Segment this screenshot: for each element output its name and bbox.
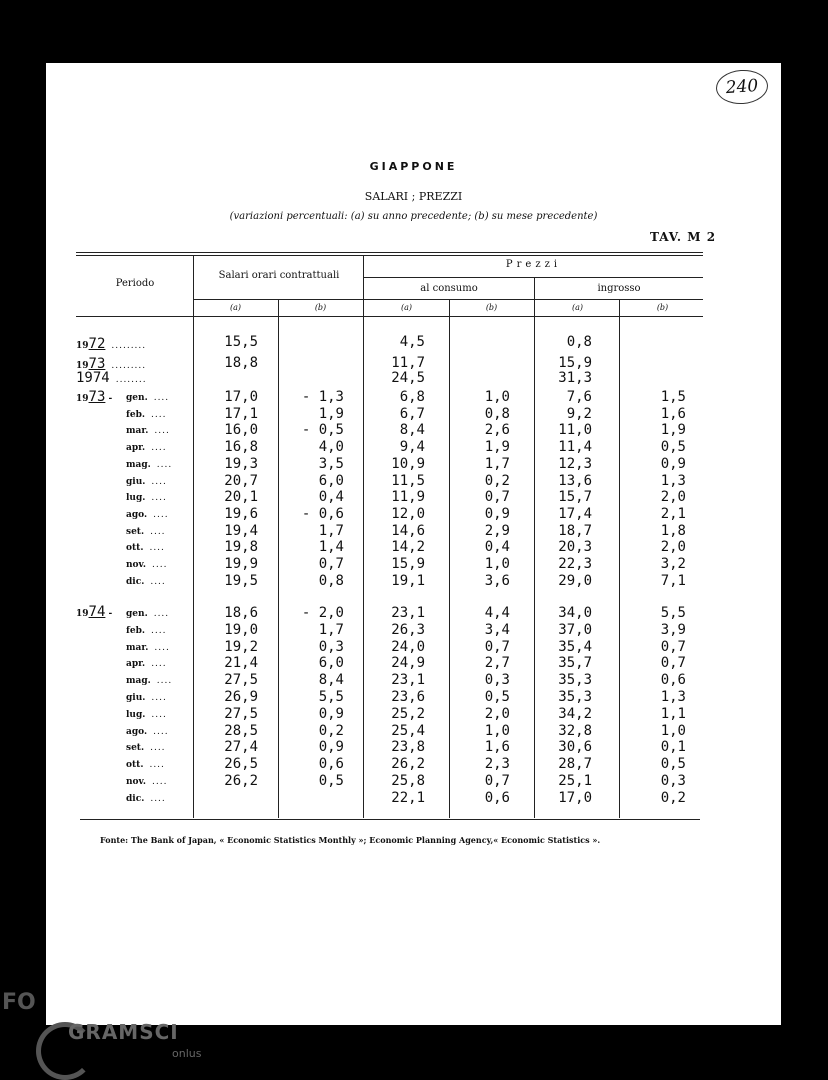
table-cell: 1,0: [484, 722, 510, 739]
row-label-month: dic. ....: [126, 793, 166, 804]
table-cell: 17,4: [558, 505, 592, 522]
table-cell: 35,4: [558, 638, 592, 655]
table-cell: 19,0: [224, 621, 258, 638]
header-salari: Salari orari contrattuali: [218, 270, 340, 281]
table-top-rule: [76, 252, 703, 253]
table-cell: 3,2: [660, 556, 686, 572]
table-cell: 1,9: [484, 439, 510, 456]
table-cell: 21,4: [224, 655, 258, 672]
header-sub-b: (b): [485, 303, 498, 312]
table-cell: 0,9: [318, 739, 344, 756]
table-cell: 22,1: [391, 789, 425, 806]
row-label-month: nov. ....: [126, 560, 168, 570]
block-year-1973: 1973 -: [76, 389, 113, 405]
table-cell: 24,9: [391, 655, 425, 672]
table-cell: - 1,3: [301, 389, 344, 405]
row-label-month: ott. ....: [126, 760, 165, 771]
table-cell: 24,0: [391, 638, 425, 655]
table-cell: 0,4: [484, 539, 510, 556]
table-cell: 3,4: [484, 621, 510, 638]
table-cell: 0,6: [484, 789, 510, 806]
table-cell: 17,1: [224, 405, 258, 422]
row-label-month: set. ....: [126, 526, 166, 537]
source-note: Fonte: The Bank of Japan, « Economic Statistics Monthly »; Economic Planning Agency,« Economic Statistics ».: [100, 835, 601, 845]
table-cell: 15,9: [558, 355, 592, 371]
table-cell: 19,6: [224, 505, 258, 522]
table-cell: 0,2: [484, 472, 510, 489]
header-divider: [193, 299, 703, 300]
table-cell: 3,9: [660, 621, 686, 638]
table-cell: 1,0: [484, 556, 510, 572]
table-cell: 4,5: [399, 334, 425, 350]
table-cell: 22,3: [558, 556, 592, 572]
row-label-annual: 1973 .........: [76, 356, 147, 372]
header-sub-a: (a): [400, 303, 412, 312]
table-cell: 7,1: [660, 572, 686, 589]
header-periodo: Periodo: [115, 278, 155, 289]
table-cell: 6,0: [318, 472, 344, 489]
table-cell: 0,3: [660, 773, 686, 789]
table-cell: 25,8: [391, 773, 425, 789]
table-cell: 20,3: [558, 539, 592, 556]
row-label-month: mag. ....: [126, 676, 173, 687]
table-cell: 0,7: [660, 655, 686, 672]
table-cell: 12,0: [391, 505, 425, 522]
table-cell: 19,4: [224, 522, 258, 539]
table-cell: 26,2: [224, 773, 258, 789]
table-cell: 0,1: [660, 739, 686, 756]
row-label-month: apr. ....: [126, 659, 167, 670]
table-cell: 0,7: [318, 556, 344, 572]
row-label-month: gen. ....: [126, 609, 170, 619]
table-cell: 0,8: [484, 405, 510, 422]
row-label-month: mar. ....: [126, 426, 170, 437]
table-cell: 31,3: [558, 370, 592, 386]
row-label-month: giu. ....: [126, 693, 167, 703]
table-cell: 23,6: [391, 689, 425, 705]
table-cell: 26,2: [391, 756, 425, 773]
table-cell: 1,3: [660, 472, 686, 489]
table-cell: 1,7: [484, 455, 510, 472]
table-cell: 34,2: [558, 705, 592, 722]
table-cell: 1,6: [660, 405, 686, 422]
row-label-month: dic. ....: [126, 576, 166, 587]
table-cell: 0,6: [318, 756, 344, 773]
row-label-month: lug. ....: [126, 709, 167, 720]
table-cell: 0,7: [484, 773, 510, 789]
table-cell: 0,9: [318, 705, 344, 722]
table-cell: 5,5: [660, 605, 686, 621]
table-cell: 29,0: [558, 572, 592, 589]
table-cell: 35,7: [558, 655, 592, 672]
table-cell: 16,8: [224, 439, 258, 456]
row-label-month: feb. ....: [126, 625, 167, 636]
table-cell: 18,8: [224, 355, 258, 371]
header-sub-b: (b): [656, 303, 669, 312]
page-number: 240: [715, 68, 769, 106]
table-cell: 27,4: [224, 739, 258, 756]
table-cell: 1,4: [318, 539, 344, 556]
table-cell: 11,5: [391, 472, 425, 489]
row-label-month: ott. ....: [126, 543, 165, 554]
table-cell: 6,7: [399, 405, 425, 422]
table-cell: 0,3: [484, 672, 510, 689]
document-subtitle: SALARI ; PREZZI: [364, 190, 463, 203]
table-cell: 11,7: [391, 355, 425, 371]
row-label-annual: 1972 .........: [76, 336, 147, 352]
table-cell: 19,3: [224, 455, 258, 472]
table-cell: 1,5: [660, 389, 686, 405]
table-cell: 27,5: [224, 705, 258, 722]
table-cell: 2,0: [484, 705, 510, 722]
table-cell: 2,3: [484, 756, 510, 773]
table-cell: 30,6: [558, 739, 592, 756]
table-cell: 0,5: [318, 773, 344, 789]
table-cell: 2,0: [660, 489, 686, 506]
table-cell: 19,5: [224, 572, 258, 589]
table-cell: 0,5: [660, 439, 686, 456]
table-cell: 32,8: [558, 722, 592, 739]
table-cell: 0,4: [318, 489, 344, 506]
table-cell: 6,0: [318, 655, 344, 672]
row-label-month: gen. ....: [126, 393, 170, 403]
table-cell: 23,8: [391, 739, 425, 756]
table-cell: 28,5: [224, 722, 258, 739]
row-label-month: nov. ....: [126, 777, 168, 787]
table-cell: 1,0: [660, 722, 686, 739]
table-cell: 25,4: [391, 722, 425, 739]
table-cell: 7,6: [566, 389, 592, 405]
table-cell: 2,1: [660, 505, 686, 522]
table-cell: 0,8: [566, 334, 592, 350]
table-cell: 1,8: [660, 522, 686, 539]
table-cell: 28,7: [558, 756, 592, 773]
table-cell: 26,3: [391, 621, 425, 638]
table-cell: 0,7: [484, 638, 510, 655]
table-top-rule: [76, 255, 703, 256]
table-cell: 35,3: [558, 672, 592, 689]
table-cell: 3,5: [318, 455, 344, 472]
table-cell: 20,1: [224, 489, 258, 506]
table-cell: 0,7: [660, 638, 686, 655]
table-cell: 0,9: [660, 455, 686, 472]
row-label-month: feb. ....: [126, 409, 167, 420]
watermark-text: onlus: [172, 1047, 202, 1060]
table-cell: 26,5: [224, 756, 258, 773]
table-cell: 19,1: [391, 572, 425, 589]
header-bottom-rule: [76, 316, 703, 317]
table-cell: 37,0: [558, 621, 592, 638]
table-cell: 19,8: [224, 539, 258, 556]
table-cell: 9,2: [566, 405, 592, 422]
table-cell: 23,1: [391, 672, 425, 689]
table-cell: 12,3: [558, 455, 592, 472]
header-sub-a: (a): [229, 303, 241, 312]
table-cell: - 0,6: [301, 505, 344, 522]
watermark-text: FO: [2, 990, 36, 1015]
table-cell: 1,7: [318, 522, 344, 539]
table-cell: 25,1: [558, 773, 592, 789]
row-label-annual: 1974 ........: [76, 370, 147, 386]
table-cell: 14,6: [391, 522, 425, 539]
table-cell: 15,7: [558, 489, 592, 506]
table-cell: 0,2: [660, 789, 686, 806]
row-label-month: lug. ....: [126, 493, 167, 504]
table-cell: 0,3: [318, 638, 344, 655]
table-cell: 4,4: [484, 605, 510, 621]
table-cell: 0,2: [318, 722, 344, 739]
table-cell: 35,3: [558, 689, 592, 705]
table-cell: 0,5: [660, 756, 686, 773]
table-cell: 2,9: [484, 522, 510, 539]
table-cell: 5,5: [318, 689, 344, 705]
table-cell: 0,9: [484, 505, 510, 522]
row-label-month: ago. ....: [126, 509, 169, 520]
table-cell: 0,6: [660, 672, 686, 689]
table-cell: 27,5: [224, 672, 258, 689]
table-cell: 19,2: [224, 638, 258, 655]
table-cell: 18,6: [224, 605, 258, 621]
table-cell: 1,9: [318, 405, 344, 422]
table-cell: 14,2: [391, 539, 425, 556]
row-label-month: mar. ....: [126, 642, 170, 653]
document-title: GIAPPONE: [369, 160, 458, 173]
header-ingrosso: ingrosso: [597, 283, 641, 294]
table-cell: 9,4: [399, 439, 425, 456]
table-cell: 8,4: [399, 422, 425, 439]
table-cell: 2,7: [484, 655, 510, 672]
table-cell: 11,0: [558, 422, 592, 439]
table-cell: 2,6: [484, 422, 510, 439]
table-bottom-rule: [80, 819, 700, 820]
header-prezzi: Prezzi: [505, 259, 562, 270]
table-cell: 1,9: [660, 422, 686, 439]
table-cell: 16,0: [224, 422, 258, 439]
table-cell: 1,3: [660, 689, 686, 705]
row-label-month: mag. ....: [126, 459, 173, 470]
table-cell: 8,4: [318, 672, 344, 689]
table-cell: 11,4: [558, 439, 592, 456]
table-cell: 24,5: [391, 370, 425, 386]
table-cell: 1,7: [318, 621, 344, 638]
table-cell: 17,0: [224, 389, 258, 405]
table-cell: 1,6: [484, 739, 510, 756]
table-cell: 13,6: [558, 472, 592, 489]
block-year-1974: 1974 -: [76, 604, 113, 620]
table-cell: 25,2: [391, 705, 425, 722]
table-cell: 23,1: [391, 605, 425, 621]
row-label-month: ago. ....: [126, 726, 169, 737]
watermark-text: GRAMSCI: [68, 1020, 179, 1044]
table-cell: - 0,5: [301, 422, 344, 439]
row-label-month: giu. ....: [126, 476, 167, 487]
table-cell: 6,8: [399, 389, 425, 405]
table-cell: 11,9: [391, 489, 425, 506]
table-cell: 10,9: [391, 455, 425, 472]
table-cell: 26,9: [224, 689, 258, 705]
table-cell: 3,6: [484, 572, 510, 589]
header-sub-a: (a): [571, 303, 583, 312]
header-consumo: al consumo: [420, 283, 478, 294]
table-code: TAV. M 2: [650, 230, 717, 244]
table-cell: 4,0: [318, 439, 344, 456]
header-sub-b: (b): [314, 303, 327, 312]
table-cell: 2,0: [660, 539, 686, 556]
row-label-month: apr. ....: [126, 443, 167, 454]
table-cell: 19,9: [224, 556, 258, 572]
table-cell: 15,5: [224, 334, 258, 350]
table-cell: 1,1: [660, 705, 686, 722]
table-cell: 20,7: [224, 472, 258, 489]
table-cell: 17,0: [558, 789, 592, 806]
table-cell: 0,7: [484, 489, 510, 506]
table-cell: 0,8: [318, 572, 344, 589]
table-cell: 15,9: [391, 556, 425, 572]
document-note: (variazioni percentuali: (a) su anno precedente; (b) su mese precedente): [229, 211, 598, 222]
table-cell: - 2,0: [301, 605, 344, 621]
table-cell: 34,0: [558, 605, 592, 621]
table-cell: 18,7: [558, 522, 592, 539]
table-cell: 1,0: [484, 389, 510, 405]
row-label-month: set. ....: [126, 743, 166, 754]
table-cell: 0,5: [484, 689, 510, 705]
